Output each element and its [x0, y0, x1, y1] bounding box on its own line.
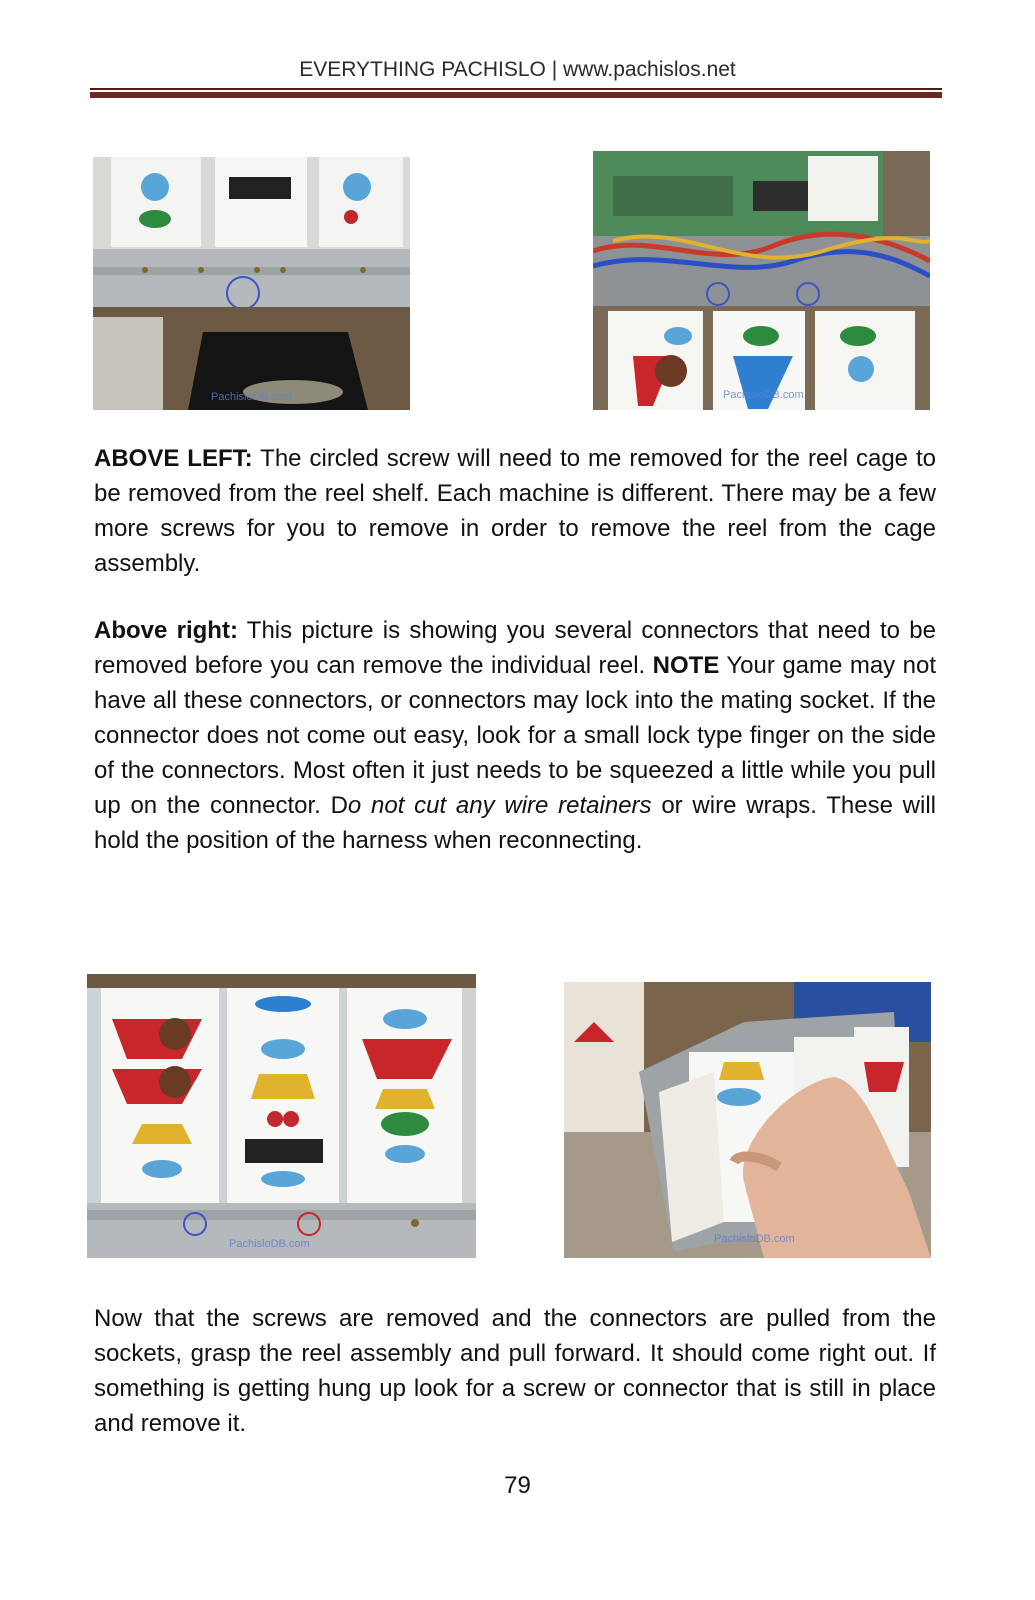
header-rule-thin — [90, 88, 942, 90]
label-above-right: Above right: — [94, 617, 238, 644]
page-number: 79 — [504, 1472, 531, 1499]
text-above-right-italic: o not cut any wire retainers — [347, 792, 652, 819]
text-pull-forward: Now that the screws are removed and the connectors are pulled from the sockets, grasp the reel assembly and pull forward. It should come right out. If something is getting hung up look for a screw or connector that is still in place and remove it. — [94, 1305, 936, 1437]
photo-pulling-reel — [564, 982, 931, 1258]
photo-reel-connectors — [593, 151, 930, 410]
watermark-bottom-left: PachisloDB.com — [229, 1238, 310, 1250]
paragraph-above-right — [94, 613, 936, 858]
label-above-left: ABOVE LEFT: — [94, 445, 253, 472]
header-title: EVERYTHING PACHISLO — [299, 58, 546, 81]
text-above-right-a: This picture is showing you several connectors that need to be removed before you can remove the individual reel. — [94, 617, 936, 679]
label-note: NOTE — [652, 652, 720, 679]
header-url: www.pachislos.net — [563, 58, 736, 81]
running-header — [0, 58, 1035, 82]
text-above-left: The circled screw will need to me removed for the reel cage to be removed from the reel shelf. Each machine is different. There may be a few more screws for you to remove in order to remove the reel from the cage assembly. — [94, 445, 936, 577]
paragraph-pull-forward — [94, 1301, 936, 1441]
paragraph-above-left — [94, 441, 936, 581]
photo-reel-cage-screw — [93, 157, 410, 410]
watermark-top-right: PachisloDB.com — [723, 389, 804, 401]
watermark-bottom-right: PachisloDB.com — [714, 1233, 795, 1245]
header-separator: | — [551, 58, 558, 81]
photo-three-reels — [87, 974, 476, 1258]
text-above-right-c: or wire wraps. These will hold the position of the harness when reconnecting. — [94, 792, 937, 854]
header-rule-thick — [90, 92, 942, 98]
watermark-top-left: PachisloDB.com — [211, 391, 292, 403]
text-above-right-b: Your game may not have all these connectors, or connectors may lock into the mating socket. If the connector does not come out easy, look for a small lock type finger on the side of the connectors. Most often it just needs to be squeezed a little while you pull up on the connector. D — [94, 652, 936, 819]
